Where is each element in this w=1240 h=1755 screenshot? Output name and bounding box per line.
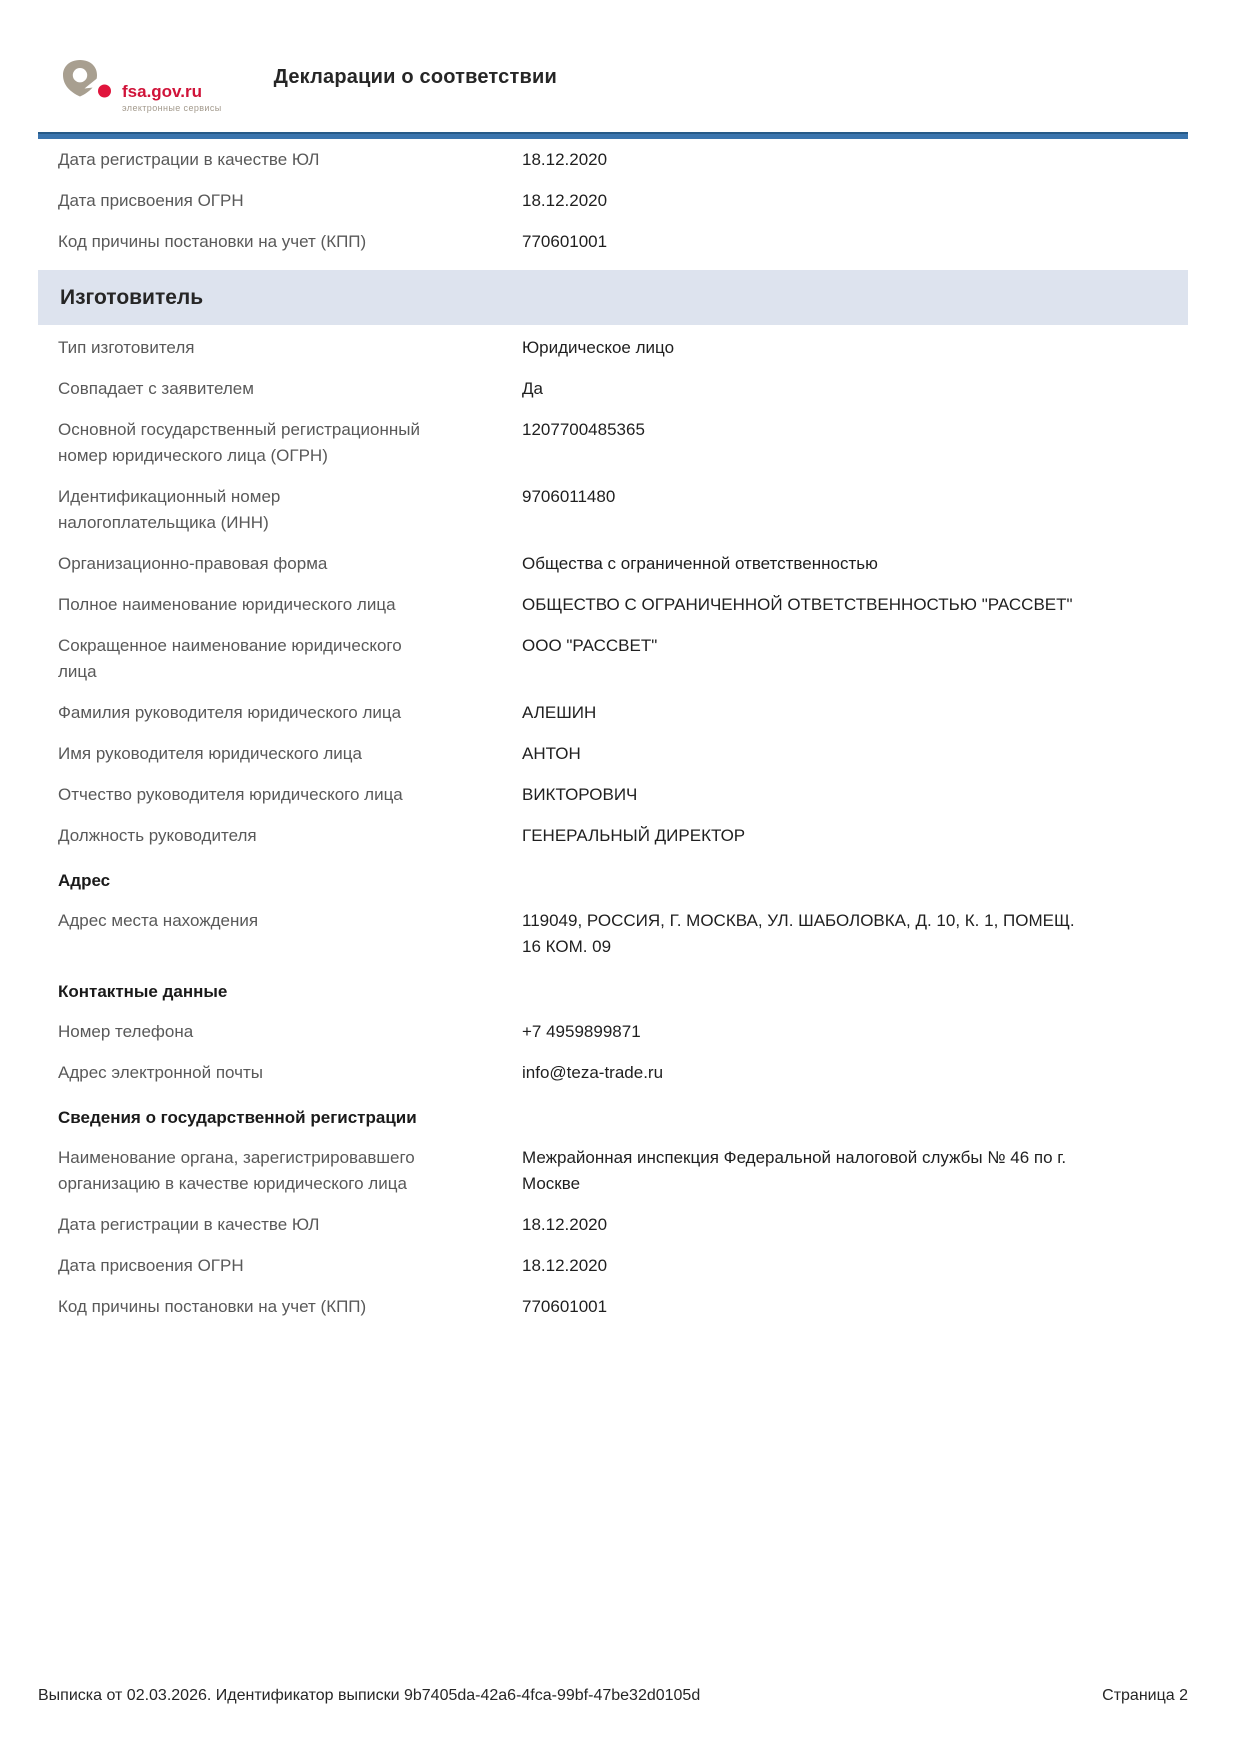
field-label: Код причины постановки на учет (КПП): [58, 1296, 367, 1316]
field-label: Дата регистрации в качестве ЮЛ: [58, 149, 320, 169]
subsection-header-state-registration: Сведения о государственной регистрации: [58, 1108, 417, 1127]
subsection-header-contacts: Контактные данные: [58, 982, 228, 1001]
field-row: [38, 1204, 1188, 1245]
field-label: Дата регистрации в качестве ЮЛ: [58, 1214, 320, 1234]
logo-tagline: электронные сервисы: [122, 103, 222, 113]
field-row: [38, 1245, 1188, 1286]
divider-bar: [38, 132, 1188, 139]
field-row: [38, 368, 1188, 409]
field-row: [38, 692, 1188, 733]
field-value: 18.12.2020: [522, 190, 608, 210]
logo-brand: fsa.gov.ru: [122, 82, 202, 101]
field-label: Код причины постановки на учет (КПП): [58, 231, 367, 251]
field-value: 770601001: [522, 231, 608, 251]
fsa-logo: [60, 58, 222, 113]
field-label: Адрес места нахождения: [58, 910, 259, 930]
field-label: Отчество руководителя юридического лица: [58, 784, 403, 804]
field-row: [38, 774, 1188, 815]
field-row: [38, 476, 1188, 543]
field-row: [38, 180, 1188, 221]
field-label: Фамилия руководителя юридического лица: [58, 702, 402, 722]
field-label: Дата присвоения ОГРН: [58, 1255, 244, 1275]
field-label: Дата присвоения ОГРН: [58, 190, 244, 210]
field-value: 770601001: [522, 1296, 608, 1316]
field-value: АЛЕШИН: [522, 702, 597, 722]
field-label: Имя руководителя юридического лица: [58, 743, 362, 763]
field-row: [38, 733, 1188, 774]
fsa-shield-a-icon: [60, 58, 116, 100]
field-row: [38, 327, 1188, 368]
footer-extract-info: Выписка от 02.03.2026. Идентификатор выписки 9b7405da-42a6-4fca-99bf-47be32d0105d: [38, 1687, 701, 1704]
manufacturer-table: [38, 327, 1188, 1327]
field-label: Тип изготовителя: [58, 337, 195, 357]
field-label: Организационно-правовая форма: [58, 553, 328, 573]
field-value: Межрайонная инспекция Федеральной налоговой службы № 46 по г. Москве: [522, 1147, 1067, 1193]
field-label: Адрес электронной почты: [58, 1062, 263, 1082]
field-label: Основной государственный регистрационный номер юридического лица (ОГРН): [58, 419, 420, 465]
field-value: 119049, РОССИЯ, Г. МОСКВА, УЛ. ШАБОЛОВКА, Д. 10, К. 1, ПОМЕЩ. 16 КОМ. 09: [522, 910, 1075, 956]
field-row: [38, 1011, 1188, 1052]
field-value: 18.12.2020: [522, 149, 608, 169]
footer-page-number: Страница 2: [1102, 1687, 1188, 1704]
field-value: ООО "РАССВЕТ": [522, 635, 658, 655]
field-value: 18.12.2020: [522, 1255, 608, 1275]
field-value: 1207700485365: [522, 419, 645, 439]
field-value: Общества с ограниченной ответственностью: [522, 553, 878, 573]
field-row: [38, 815, 1188, 856]
field-value: ОБЩЕСТВО С ОГРАНИЧЕННОЙ ОТВЕТСТВЕННОСТЬЮ "РАССВЕТ": [522, 594, 1073, 614]
field-value: Да: [522, 378, 543, 398]
field-label: Должность руководителя: [58, 825, 257, 845]
field-row: [38, 900, 1188, 967]
subsection-header-address: Адрес: [58, 871, 111, 890]
field-row: [38, 1052, 1188, 1093]
page-header: [0, 0, 1240, 113]
field-row: [38, 139, 1188, 180]
logo-text: [122, 84, 222, 113]
field-value: Юридическое лицо: [522, 337, 675, 357]
field-row: [38, 221, 1188, 262]
field-row: [38, 584, 1188, 625]
field-label: Номер телефона: [58, 1021, 194, 1041]
field-label: Совпадает с заявителем: [58, 378, 254, 398]
field-row: [38, 409, 1188, 476]
field-row: [38, 625, 1188, 692]
field-value: ВИКТОРОВИЧ: [522, 784, 638, 804]
page-footer: [38, 1684, 1188, 1708]
field-row: [38, 543, 1188, 584]
field-value: АНТОН: [522, 743, 581, 763]
registration-info-table: [38, 139, 1188, 262]
field-value: 18.12.2020: [522, 1214, 608, 1234]
logo-dot-icon: [98, 85, 111, 98]
section-header-manufacturer: Изготовитель: [38, 270, 1188, 325]
field-value: info@teza-trade.ru: [522, 1062, 664, 1082]
field-label: Наименование органа, зарегистрировавшего организацию в качестве юридического лица: [58, 1147, 415, 1193]
field-row: [38, 1137, 1188, 1204]
field-label: Идентификационный номер налогоплательщика (ИНН): [58, 486, 281, 532]
field-value: +7 4959899871: [522, 1021, 641, 1041]
page-title: Декларации о соответствии: [273, 66, 557, 88]
field-row: [38, 1286, 1188, 1327]
field-value: ГЕНЕРАЛЬНЫЙ ДИРЕКТОР: [522, 825, 746, 845]
field-label: Полное наименование юридического лица: [58, 594, 396, 614]
field-value: 9706011480: [522, 486, 616, 506]
field-label: Сокращенное наименование юридического лица: [58, 635, 402, 681]
